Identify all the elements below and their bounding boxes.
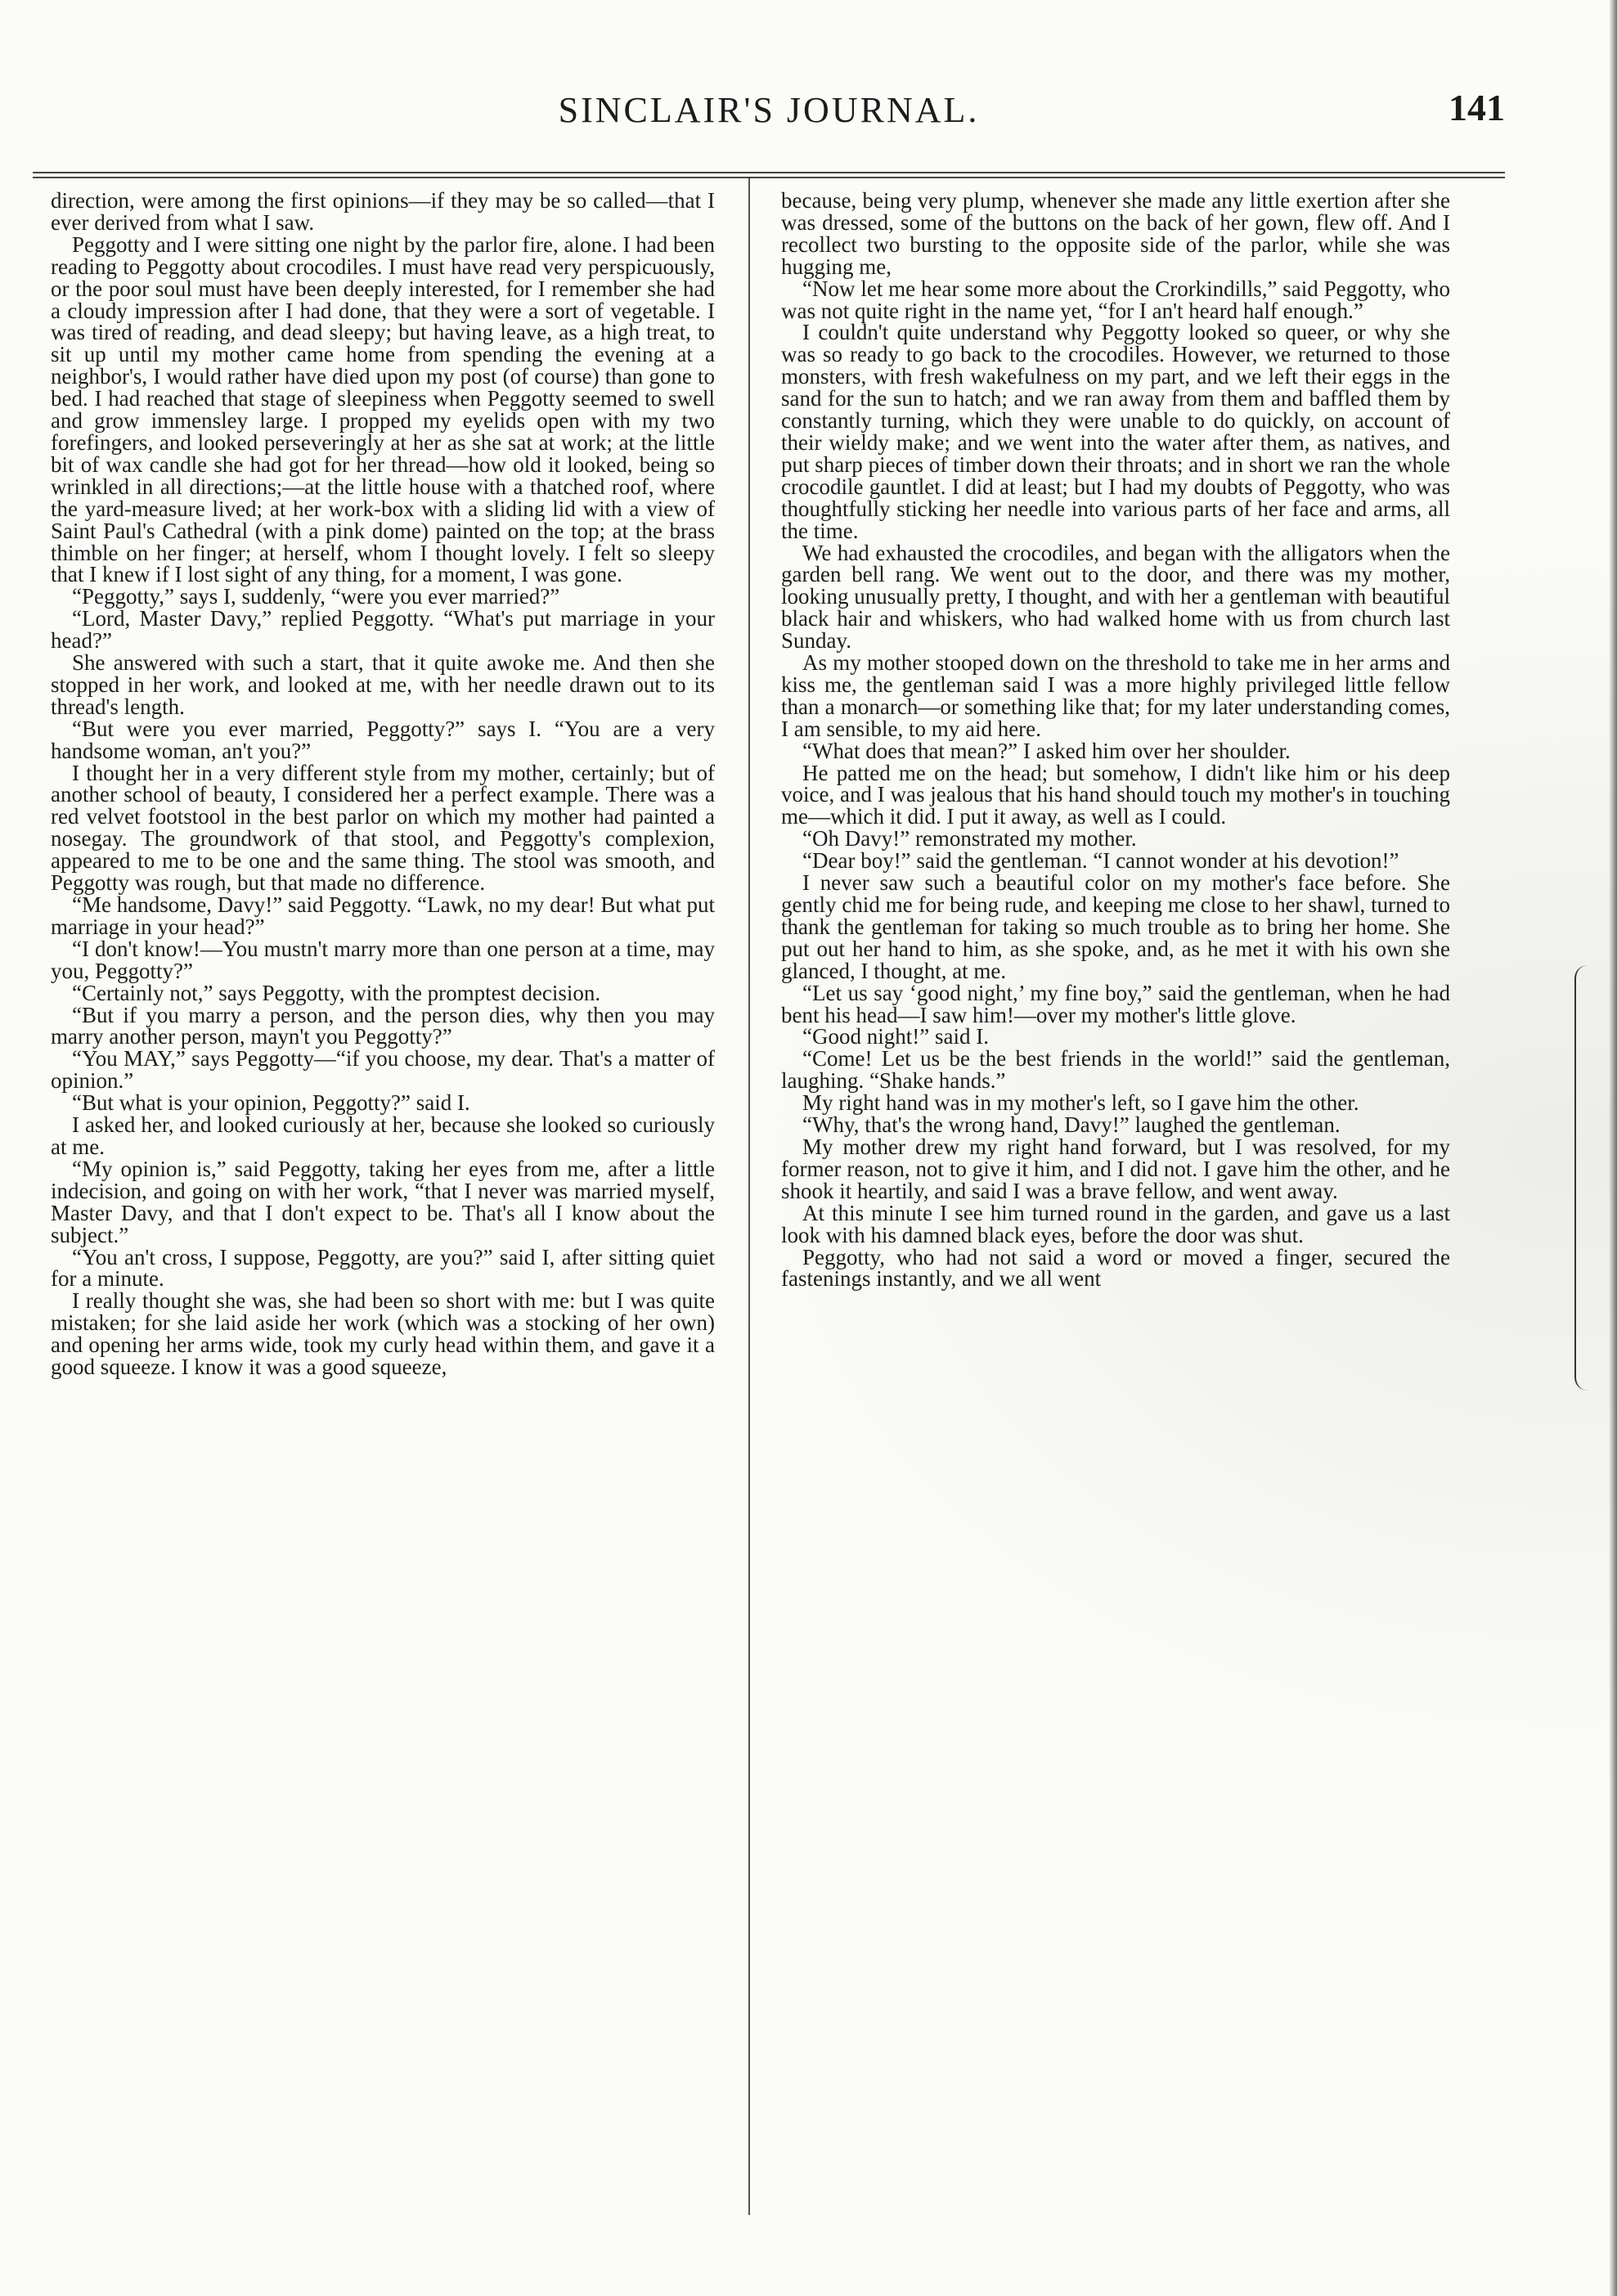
paragraph: “Let us say ‘good night,’ my fine boy,” said the gentleman, when he had bent his head—I saw him!—over my mother's little glove. — [781, 980, 1450, 1027]
paragraph: “Good night!” said I. — [802, 1024, 989, 1049]
paragraph: He patted me on the head; but somehow, I didn't like him or his deep voice, and I was jealous that his hand should touch my mother's in touching me—which it did. I put it away, as well as I could. — [781, 760, 1450, 829]
page-number: 141 — [1449, 87, 1505, 128]
paragraph: “But were you ever married, Peggotty?” says I. “You are a very handsome woman, an't you?” — [51, 716, 715, 763]
paragraph: At this minute I see him turned round in the garden, and gave us a last look with his damned black eyes, before the door was shut. — [781, 1200, 1450, 1247]
paragraph: I thought her in a very different style from my mother, certainly; but of another school of beauty, I considered her a perfect example. There was a red velvet footstool in the best parlor on which my mother had painted a nosegay. The groundwork of that stool, and Peggotty's complexion, appeared to me to be one and the same thing. The stool was smooth, and Peggotty was rough, but that made no difference. — [51, 760, 715, 896]
page-edge-shadow — [1609, 0, 1617, 2296]
paragraph: Peggotty and I were sitting one night by the parlor fire, alone. I had been reading to Peggotty about crocodiles. I must have read very perspicuously, or the poor soul must have been deeply interested, for I remember she had a cloudy impression after I had done, that they were a sort of vegetable. I was tired of reading, and dead sleepy; but having leave, as a high treat, to sit up until my mother came home from spending the evening at a neighbor's, I would rather have died upon my post (of course) than gone to bed. I had reached that stage of sleepiness when Peggotty seemed to swell and grow immensley large. I propped my eyelids open with my two forefingers, and looked perseveringly at her as she sat at work; at the little bit of wax candle she had got for her thread—how old it looked, being so wrinkled in all directions;—at the little house with a thatched roof, where the yard-measure lived; at her work-box with a sliding lid with a view of Saint Paul's Cathedral (with a pink dome) painted on the top; at the brass thimble on her finger; at herself, whom I thought lovely. I felt so sleepy that I knew if I lost sight of any thing, for a moment, I was gone. — [51, 231, 715, 587]
paragraph: “You an't cross, I suppose, Peggotty, are you?” said I, after sitting quiet for a minute. — [51, 1244, 715, 1292]
paragraph: We had exhausted the crocodiles, and began with the alligators when the garden bell rang. We went out to the door, and there was my mother, looking unusually pretty, I thought, and with her a gentleman with beautiful black hair and whiskers, who had walked home with us from church last Sunday. — [781, 540, 1450, 654]
paragraph: “Certainly not,” says Peggotty, with the promptest decision. — [72, 980, 601, 1005]
header-rule — [33, 172, 1505, 173]
paragraph: I asked her, and looked curiously at her, because she looked so curiously at me. — [51, 1112, 715, 1159]
paragraph: direction, were among the first opinions—if they may be so called—that I ever derived from what I saw. — [51, 190, 715, 235]
left-column — [51, 190, 715, 2251]
paragraph: “I don't know!—You mustn't marry more than one person at a time, may you, Peggotty?” — [51, 936, 715, 983]
binding-bracket-mark — [1574, 965, 1588, 1391]
paragraph: She answered with such a start, that it quite awoke me. And then she stopped in her work, and looked at me, with her needle drawn out to its thread's length. — [51, 650, 715, 719]
paragraph: As my mother stooped down on the threshold to take me in her arms and kiss me, the gentleman said I was a more highly privileged little fellow than a monarch—or something like that; for my later understanding comes, I am sensible, to my aid here. — [781, 650, 1450, 741]
right-column — [781, 190, 1450, 2251]
paragraph: My mother drew my right hand forward, but I was resolved, for my former reason, not to give it him, and I did not. I gave him the other, and he shook it heartily, and said I was a brave fellow, and went away. — [781, 1134, 1450, 1203]
paragraph: “You MAY,” says Peggotty—“if you choose, my dear. That's a matter of opinion.” — [51, 1046, 715, 1094]
paragraph: “Me handsome, Davy!” said Peggotty. “Lawk, no my dear! But what put marriage in your head?” — [51, 892, 715, 939]
header-rule-thin — [33, 177, 1505, 178]
paragraph: I never saw such a beautiful color on my mother's face before. She gently chid me for being rude, and keeping me close to her shawl, turned to thank the gentleman for taking so much trouble as to bring her home. She put out her hand to him, as she spoke, and, as he met it with his own she glanced, I thought, at me. — [781, 870, 1450, 983]
paragraph: I really thought she was, she had been so short with me: but I was quite mistaken; for she laid aside her work (which was a stocking of her own) and opening her arms wide, took my curly head within them, and gave it a good squeeze. I know it was a good squeeze, — [51, 1288, 715, 1380]
paragraph: “Dear boy!” said the gentleman. “I cannot wonder at his devotion!” — [802, 848, 1399, 874]
paragraph: “Why, that's the wrong hand, Davy!” laughed the gentleman. — [802, 1112, 1341, 1138]
paragraph: I couldn't quite understand why Peggotty looked so queer, or why she was so ready to go back to the crocodiles. However, we returned to those monsters, with fresh wakefulness on my part, and we left their eggs in the sand for the sun to hatch; and we ran away from them and baffled them by constantly turning, which they were unable to do quickly, on account of their wieldy make; and we went into the water after them, as natives, and put sharp pieces of timber down their throats; and in short we ran the whole crocodile gauntlet. I did at least; but I had my doubts of Peggotty, who was thoughtfully sticking her needle into various parts of her face and arms, all the time. — [781, 320, 1450, 543]
paragraph: “But what is your opinion, Peggotty?” said I. — [72, 1090, 470, 1116]
paragraph: because, being very plump, whenever she made any little exertion after she was dressed, some of the buttons on the back of her gown, flew off. And I recollect two bursting to the opposite side of the parlor, while she was hugging me, — [781, 190, 1450, 279]
paragraph: Peggotty, who had not said a word or moved a finger, secured the fastenings instantly, and we all went — [781, 1244, 1450, 1292]
paragraph: “My opinion is,” said Peggotty, taking her eyes from me, after a little indecision, and going on with her work, “that I never was married myself, Master Davy, and that I don't expect to be. That's all I know about the subject.” — [51, 1156, 715, 1247]
page-header — [33, 86, 1505, 143]
journal-title: SINCLAIR'S JOURNAL. — [558, 90, 980, 130]
paragraph: “What does that mean?” I asked him over her shoulder. — [802, 738, 1291, 763]
paragraph: “But if you marry a person, and the person dies, why then you may marry another person, mayn't you Peggotty?” — [51, 1002, 715, 1049]
paragraph: “Come! Let us be the best friends in the world!” said the gentleman, laughing. “Shake hands.” — [781, 1046, 1450, 1094]
paragraph: My right hand was in my mother's left, so I gave him the other. — [802, 1090, 1359, 1116]
paragraph: “Oh Davy!” remonstrated my mother. — [802, 826, 1137, 851]
paragraph: “Peggotty,” says I, suddenly, “were you ever married?” — [72, 584, 560, 609]
paragraph: “Lord, Master Davy,” replied Peggotty. “What's put marriage in your head?” — [51, 606, 715, 654]
paragraph: “Now let me hear some more about the Crorkindills,” said Peggotty, who was not quite right in the name yet, “for I an't heard half enough.” — [781, 276, 1450, 323]
column-divider — [748, 178, 750, 2215]
